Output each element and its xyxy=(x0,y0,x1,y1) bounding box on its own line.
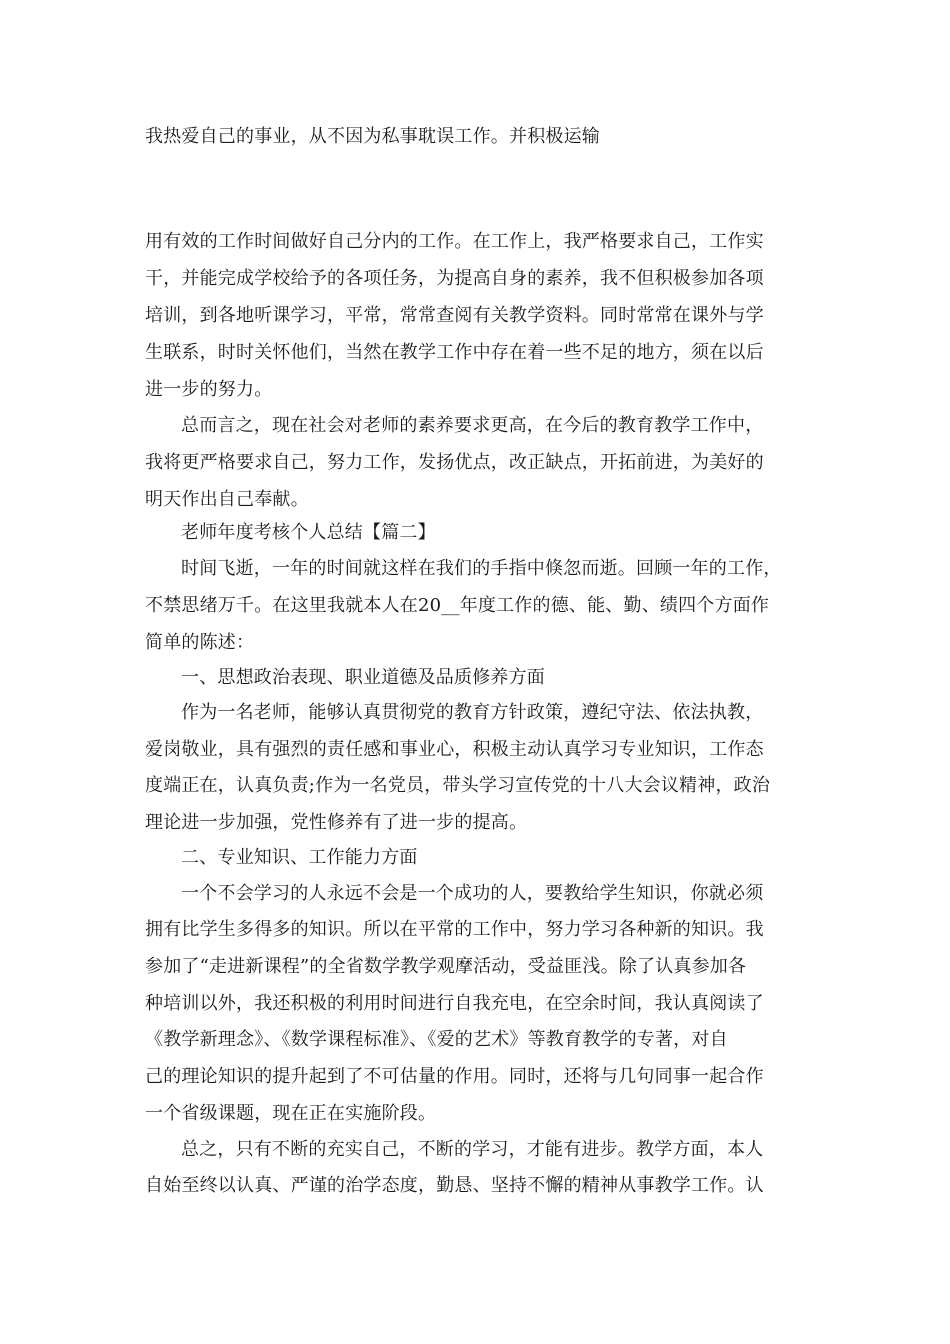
text-line: 一个省级课题，现在正在实施阶段。 xyxy=(145,1103,437,1124)
text-line: 不禁思绪万千。在这里我就本人在20__年度工作的德、能、勤、绩四个方面作 xyxy=(145,595,770,616)
text-line: 生联系，时时关怀他们，当然在教学工作中存在着一些不足的地方，须在以后 xyxy=(145,342,764,363)
paragraph-start: 总而言之，现在社会对老师的素养要求更高，在今后的教育教学工作中， xyxy=(181,415,764,436)
text-line: 进一步的努力。 xyxy=(145,379,273,400)
paragraph-start: 一个不会学习的人永远不会是一个成功的人，要教给学生知识，你就必须 xyxy=(181,883,764,904)
text-line: 爱岗敬业，具有强烈的责任感和事业心，积极主动认真学习专业知识，工作态 xyxy=(145,739,764,760)
subsection-heading: 二、专业知识、工作能力方面 xyxy=(181,847,418,868)
text-line: 用有效的工作时间做好自己分内的工作。在工作上，我严格要求自己，工作实 xyxy=(145,231,764,252)
text-line-continuation: 我热爱自己的事业，从不因为私事耽误工作。并积极运输 xyxy=(145,126,600,147)
section-heading: 老师年度考核个人总结【篇二】 xyxy=(181,522,436,543)
paragraph-start: 总之，只有不断的充实自己，不断的学习，才能有进步。教学方面，本人 xyxy=(181,1139,764,1160)
paragraph-start: 时间飞逝，一年的时间就这样在我们的手指中倏忽而逝。回顾一年的工作， xyxy=(181,558,782,579)
text-line: 参加了“走进新课程”的全省数学教学观摩活动，受益匪浅。除了认真参加各 xyxy=(145,956,747,977)
text-line: 理论进一步加强，党性修养有了进一步的提高。 xyxy=(145,812,528,833)
text-line: 拥有比学生多得多的知识。所以在平常的工作中，努力学习各种新的知识。我 xyxy=(145,919,764,940)
paragraph-start: 作为一名老师，能够认真贯彻党的教育方针政策，遵纪守法、依法执教， xyxy=(181,702,764,723)
text-line: 培训，到各地听课学习，平常，常常查阅有关教学资料。同时常常在课外与学 xyxy=(145,305,764,326)
text-line: 干，并能完成学校给予的各项任务，为提高自身的素养，我不但积极参加各项 xyxy=(145,268,764,289)
text-line: 种培训以外，我还积极的利用时间进行自我充电，在空余时间，我认真阅读了 xyxy=(145,993,764,1014)
text-line: 明天作出自己奉献。 xyxy=(145,489,309,510)
text-line: 度端正在，认真负责;作为一名党员，带头学习宣传党的十八大会议精神，政治 xyxy=(145,775,771,796)
text-line: 简单的陈述： xyxy=(145,632,255,653)
text-line: 己的理论知识的提升起到了不可估量的作用。同时，还将与几句同事一起合作 xyxy=(145,1066,764,1087)
text-line: 《教学新理念》、《数学课程标准》、《爱的艺术》等教育教学的专著，对自 xyxy=(145,1029,728,1050)
text-line: 我将更严格要求自己，努力工作，发扬优点，改正缺点，开拓前进，为美好的 xyxy=(145,452,764,473)
subsection-heading: 一、思想政治表现、职业道德及品质修养方面 xyxy=(181,667,545,688)
text-line: 自始至终以认真、严谨的治学态度，勤恳、坚持不懈的精神从事教学工作。认 xyxy=(145,1175,764,1196)
